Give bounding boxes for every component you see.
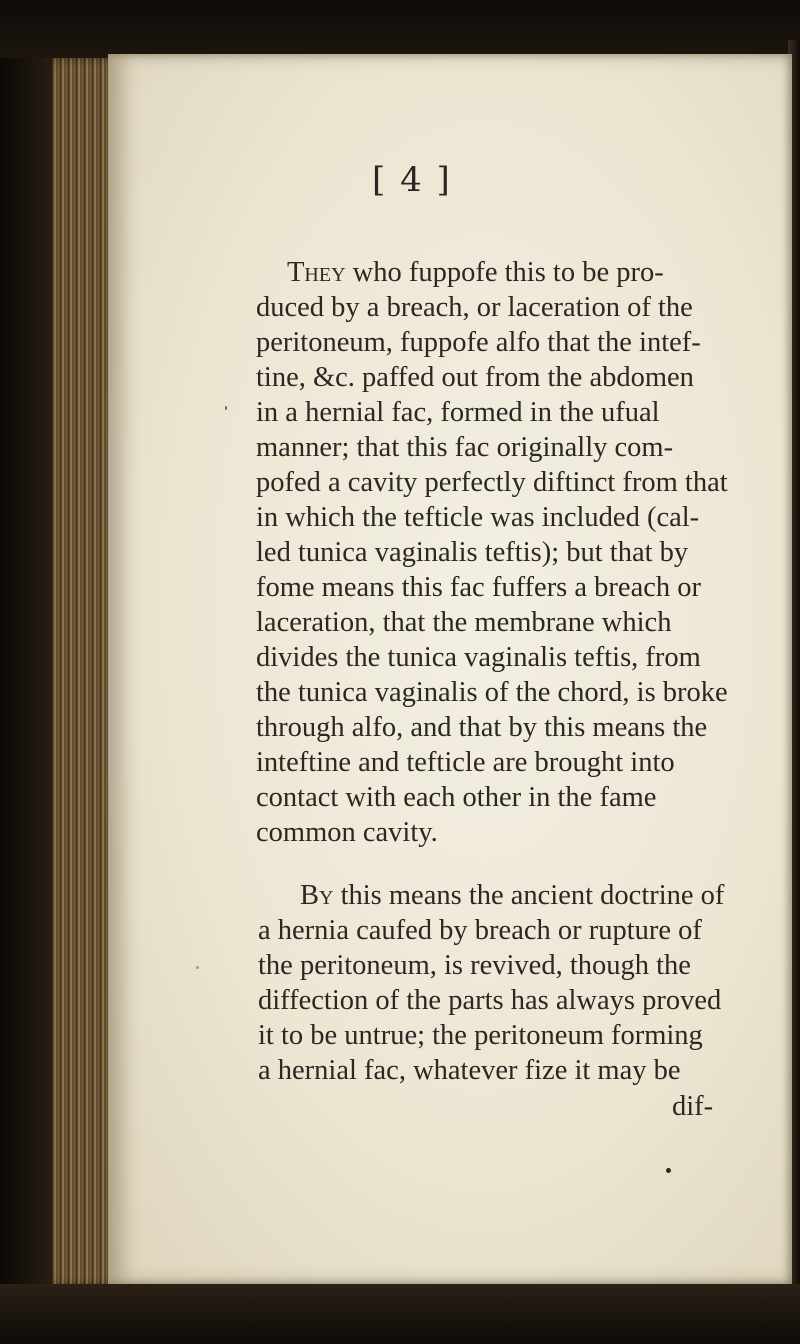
paragraph-1-lead-word: They	[287, 257, 346, 288]
paragraph-1-line-15: inteftine and tefticle are brought into	[256, 747, 675, 778]
catchword: dif-	[672, 1091, 714, 1122]
paragraph-1-line-8: in which the tefticle was included (cal-	[256, 502, 700, 533]
paper-speck	[225, 406, 227, 410]
paragraph-2-line-4: diffection of the parts has always proved	[258, 985, 722, 1016]
paragraph-1-line-10: fome means this fac fuffers a breach or	[256, 572, 701, 603]
paragraph-1-line-3: peritoneum, fuppofe alfo that the intef-	[256, 327, 701, 358]
paragraph-2-line-1-rest: this means the ancient doctrine of	[333, 880, 725, 911]
paragraph-1-line-2: duced by a breach, or laceration of the	[256, 292, 693, 323]
scan-background-top	[0, 0, 800, 58]
paragraph-1-line-5: in a hernial fac, formed in the ufual	[256, 397, 660, 428]
paragraph-2-line-1	[300, 879, 724, 913]
paragraph-2-line-6: a hernial fac, whatever fize it may be	[258, 1055, 681, 1086]
paragraph-2-line-2: a hernia caufed by breach or rupture of	[258, 915, 702, 946]
paragraph-1-line-16: contact with each other in the fame	[256, 782, 657, 813]
paragraph-1-line-7: pofed a cavity perfectly diftinct from that	[256, 467, 728, 498]
page-number: [ 4 ]	[372, 160, 452, 200]
paper-speck	[666, 1168, 671, 1173]
paragraph-1-line-1-rest: who fuppofe this to be pro-	[345, 257, 664, 288]
paragraph-1-line-4: tine, &c. paffed out from the abdomen	[256, 362, 694, 393]
paragraph-1-line-17: common cavity.	[256, 817, 438, 848]
paragraph-2-line-3: the peritoneum, is revived, though the	[258, 950, 691, 981]
paragraph-1-line-13: the tunica vaginalis of the chord, is broke	[256, 677, 728, 708]
paragraph-1-line-1	[287, 256, 664, 290]
paragraph-1-line-12: divides the tunica vaginalis teftis, from	[256, 642, 701, 673]
paper-speck	[196, 966, 199, 969]
paragraph-1-line-6: manner; that this fac originally com-	[256, 432, 674, 463]
paragraph-2-line-5: it to be untrue; the peritoneum forming	[258, 1020, 703, 1051]
paragraph-2-lead-word: By	[300, 880, 334, 911]
paragraph-1-line-11: laceration, that the membrane which	[256, 607, 672, 638]
paragraph-1-line-14: through alfo, and that by this means the	[256, 712, 708, 743]
paragraph-1-line-9: led tunica vaginalis teftis); but that by	[256, 537, 689, 568]
scan-background-bottom	[0, 1284, 800, 1344]
spine-shadow	[0, 58, 58, 1344]
